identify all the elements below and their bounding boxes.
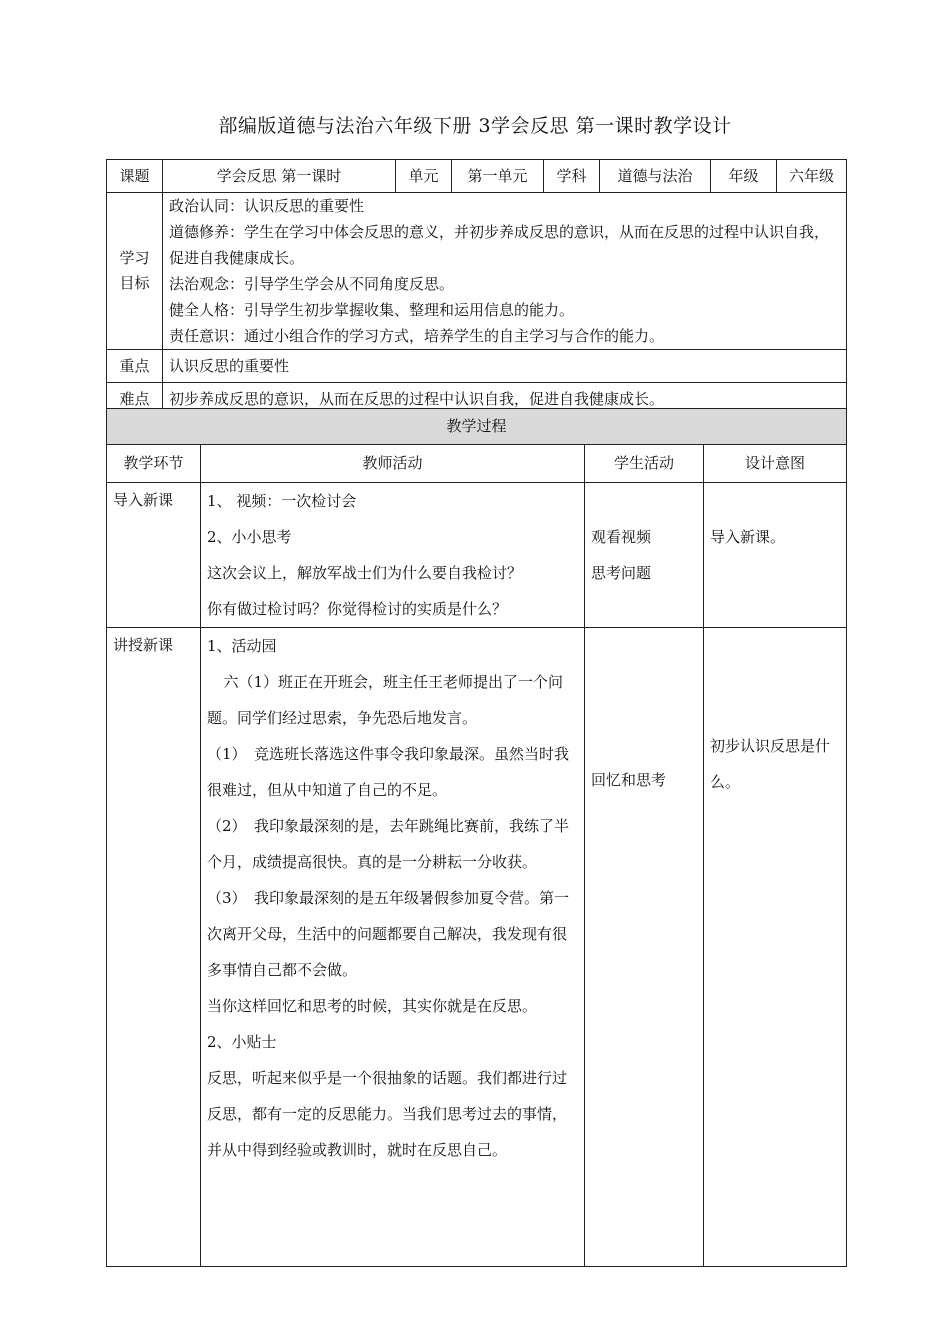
subject-value: 道德与法治 (600, 160, 711, 193)
grade-value: 六年级 (777, 160, 847, 193)
intro-stage: 导入新课 (107, 483, 201, 628)
student-line: 思考问题 (591, 564, 652, 582)
goals-label (107, 193, 163, 350)
table-row (107, 628, 847, 1267)
goal-line: 法治观念：引导学生学会从不同角度反思。 (169, 275, 455, 293)
teacher-line: 六（1）班正在开班会，班主任王老师提出了一个问题。同学们经过思索，争先恐后地发言。 (207, 673, 564, 727)
column-stage: 教学环节 (107, 445, 201, 483)
process-header: 教学过程 (107, 409, 847, 445)
key-point-value: 认识反思的重要性 (163, 350, 847, 383)
teacher-line: 当你这样回忆和思考的时候，其实你就是在反思。 (207, 997, 538, 1015)
unit-value: 第一单元 (452, 160, 544, 193)
column-intent: 设计意图 (704, 445, 847, 483)
goals-label-line2: 目标 (119, 274, 150, 292)
teacher-line: 反思，听起来似乎是一个很抽象的话题。我们都进行过反思，都有一定的反思能力。当我们思考过去的事情，并从中得到经验或教训时，就时在反思自己。 (207, 1069, 568, 1159)
lecture-student (585, 628, 704, 1267)
difficulty-label: 难点 (107, 383, 163, 416)
info-table (106, 159, 847, 416)
document-title: 部编版道德与法治六年级下册 3学会反思 第一课时教学设计 (218, 115, 732, 137)
teacher-line: 1、活动园 (207, 637, 277, 655)
intent-line: 导入新课。 (710, 528, 786, 546)
lecture-teacher (201, 628, 585, 1267)
key-point-label: 重点 (107, 350, 163, 383)
teacher-line: 2、小贴士 (207, 1033, 277, 1051)
intent-line: 初步认识反思是什么。 (710, 737, 831, 791)
student-line: 回忆和思考 (591, 771, 667, 789)
teacher-line: 2、小小思考 (207, 528, 292, 546)
goals-content (163, 193, 847, 350)
student-line: 观看视频 (591, 528, 652, 546)
teacher-line: （1） 竞选班长落选这件事令我印象最深。虽然当时我很难过，但从中知道了自己的不足。 (207, 745, 570, 799)
goals-label-line1: 学习 (119, 249, 150, 267)
unit-label: 单元 (396, 160, 452, 193)
teacher-line: 1、 视频：一次检讨会 (207, 492, 357, 510)
goal-line: 政治认同：认识反思的重要性 (169, 197, 365, 215)
goal-line: 道德修养：学生在学习中体会反思的意义，并初步养成反思的意识，从而在反思的过程中认识自我，促进自我健康成长。 (169, 223, 830, 267)
subject-label: 学科 (544, 160, 600, 193)
teacher-line: （3） 我印象最深刻的是五年级暑假参加夏令营。第一次离开父母，生活中的问题都要自己解决，我发现有很多事情自己都不会做。 (207, 889, 570, 979)
column-teacher: 教师活动 (201, 445, 585, 483)
teacher-line: （2） 我印象最深刻的是，去年跳绳比赛前，我练了半个月，成绩提高很快。真的是一分耕耘一分收获。 (207, 817, 570, 871)
lecture-stage: 讲授新课 (107, 628, 201, 1267)
column-student: 学生活动 (585, 445, 704, 483)
topic-value: 学会反思 第一课时 (163, 160, 396, 193)
teacher-line: 这次会议上，解放军战士们为什么要自我检讨？ (207, 564, 523, 582)
goal-line: 责任意识：通过小组合作的学习方式，培养学生的自主学习与合作的能力。 (169, 327, 665, 345)
intro-student (585, 483, 704, 628)
table-row (107, 483, 847, 628)
lecture-intent (704, 628, 847, 1267)
teacher-line: 你有做过检讨吗？你觉得检讨的实质是什么？ (207, 600, 508, 618)
difficulty-value: 初步养成反思的意识，从而在反思的过程中认识自我，促进自我健康成长。 (163, 383, 847, 416)
process-table (106, 408, 847, 1267)
goal-line: 健全人格：引导学生初步掌握收集、整理和运用信息的能力。 (169, 301, 575, 319)
grade-label: 年级 (711, 160, 777, 193)
intro-intent (704, 483, 847, 628)
topic-label: 课题 (107, 160, 163, 193)
intro-teacher (201, 483, 585, 628)
